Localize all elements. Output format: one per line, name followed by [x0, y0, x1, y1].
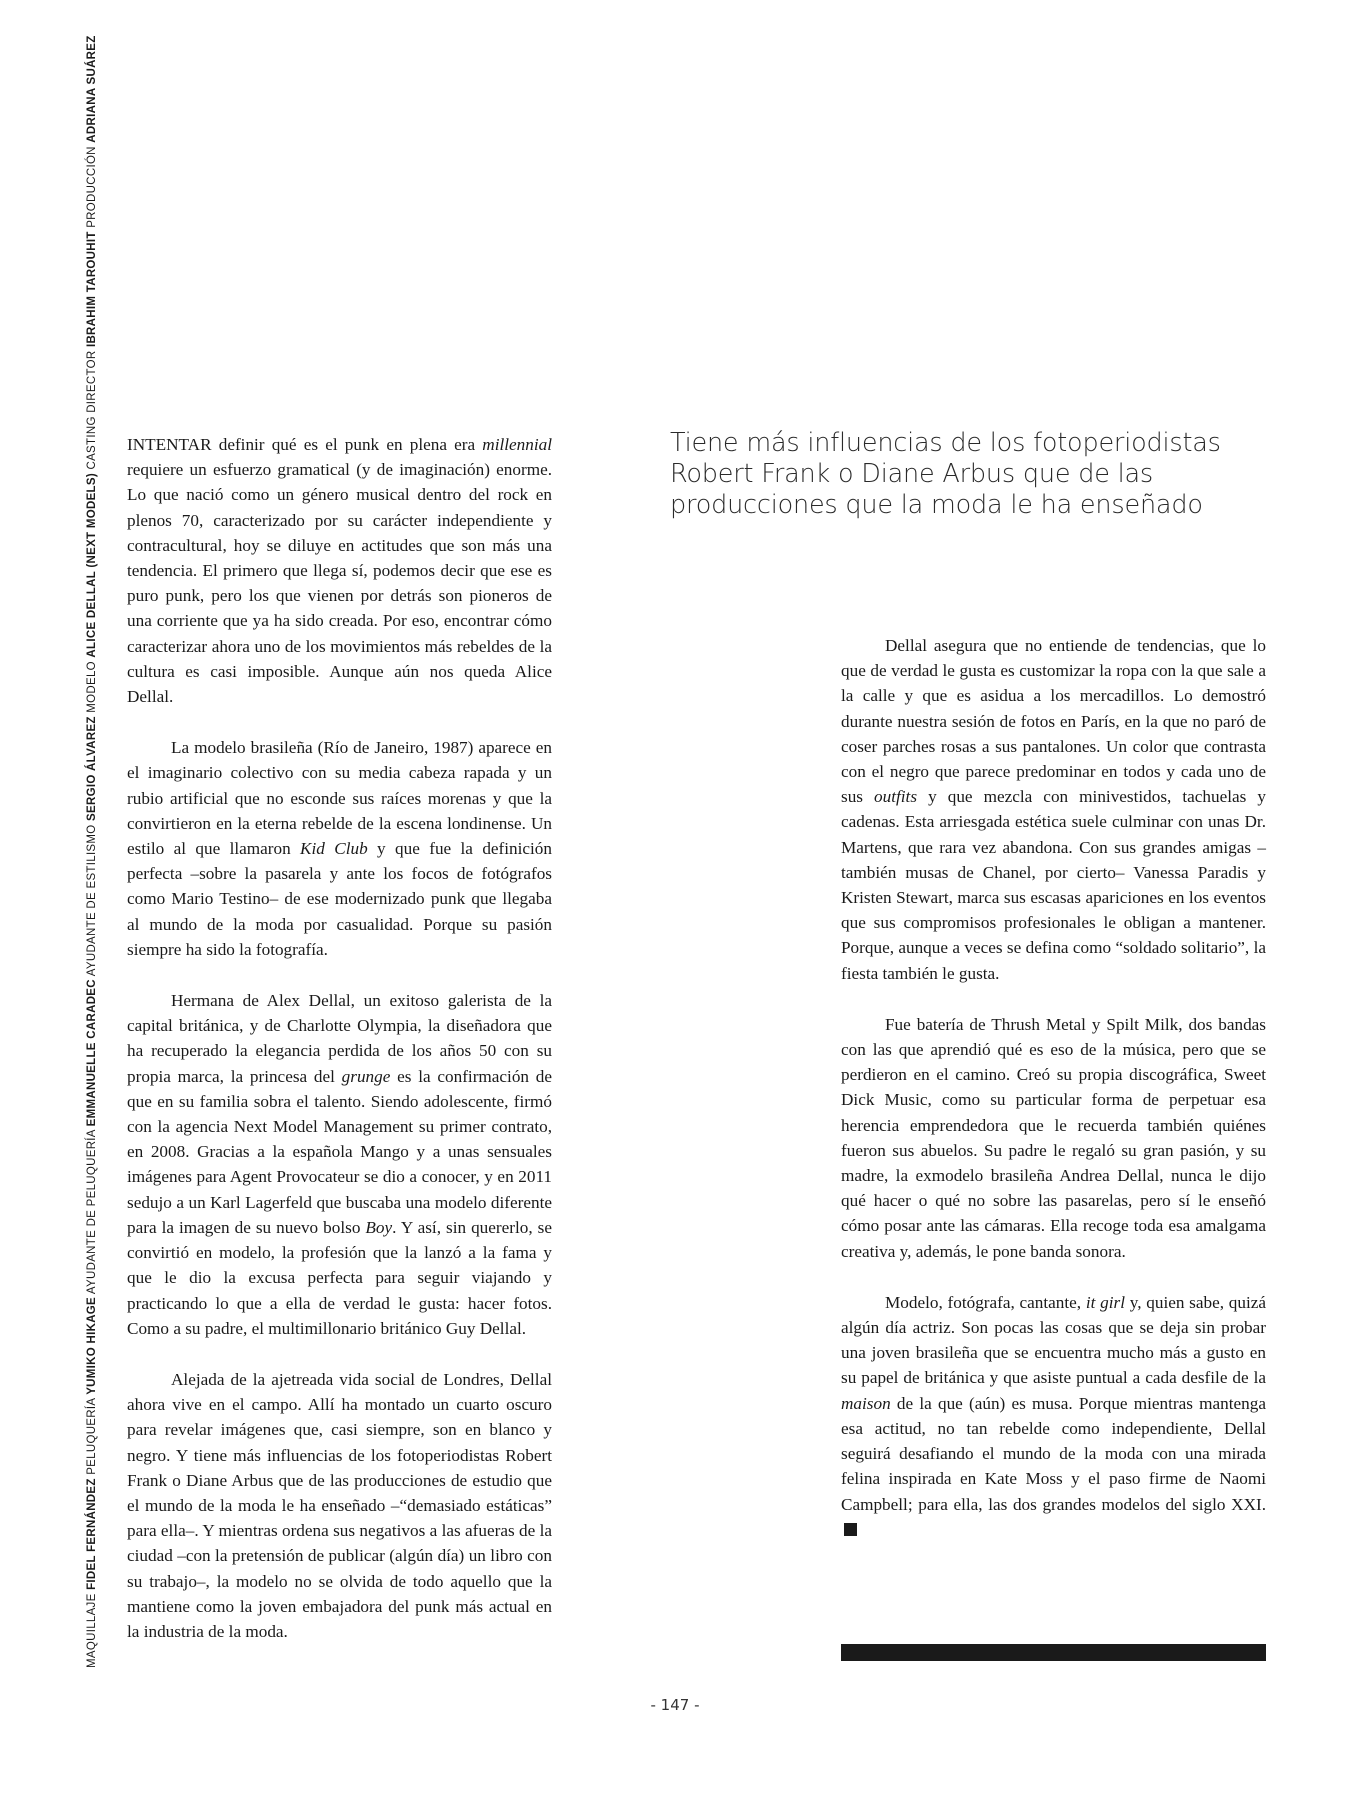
- text-run: Hermana de Alex Dellal, un exitoso galerista de la capital británica, y de Charlotte Olympia, la diseñadora que ha recuperado la elegancia perdida de los años 50 con su propia marca, la princesa del: [127, 991, 552, 1086]
- italic-text: grunge: [341, 1066, 391, 1086]
- credit-name: EMMANUELLE CARADEC: [86, 979, 98, 1127]
- article-paragraph: [127, 1367, 552, 1644]
- italic-text: maison: [841, 1393, 891, 1413]
- credit-role: MODELO: [86, 661, 98, 713]
- credit-role: AYUDANTE DE PELUQUERÍA: [86, 1129, 98, 1295]
- credit-name: ALICE DELLAL (NEXT MODELS): [86, 473, 98, 658]
- italic-text: Boy: [365, 1217, 393, 1237]
- text-run: es la confirmación de que en su familia sobra el talento. Siendo adolescente, firmó con la agencia Next Model Management su primer contrato, en 2008. Gracias a la española Mango y a unas sensuales imágenes para Agent Provocateur se dio a conocer, y en 2011 sedujo a un Karl Lagerfeld que buscaba una modelo diferente para la imagen de su nuevo bolso: [127, 1066, 552, 1237]
- article-column-left: [127, 432, 552, 1644]
- text-run: requiere un esfuerzo gramatical (y de imaginación) enorme. Lo que nació como un género musical dentro del rock en plenos 70, caracterizado por su carácter independiente y contracultural, hoy se diluye en actitudes que son más una tendencia. El primero que llega sí, podemos decir que ese es puro punk, pero los que vienen por detrás son pioneros de una corriente que ya ha sido creada. Por eso, encontrar cómo caracterizar ahora uno de los movimientos más rebeldes de la cultura es casi imposible. Aunque aún nos queda Alice Dellal.: [127, 460, 552, 707]
- credit-role: PELUQUERÍA: [86, 1398, 98, 1475]
- article-paragraph: [841, 1012, 1266, 1264]
- credit-name: FIDEL FERNÁNDEZ: [86, 1478, 98, 1590]
- credit-role: MAQUILLAJE: [86, 1593, 98, 1668]
- text-run: y, quien sabe, quizá algún día actriz. Son pocas las cosas que se deja sin probar una joven brasileña que se encuentra mucho más a gusto en su papel de británica y que asiste puntual a cada desfile de la: [841, 1292, 1266, 1388]
- italic-text: millennial: [482, 435, 552, 454]
- credit-role: PRODUCCIÓN: [86, 146, 98, 228]
- page-number: - 147 -: [650, 1696, 700, 1714]
- text-run: y que mezcla con minivestidos, tachuelas y cadenas. Esta arriesgada estética suele culminar con unas Dr. Martens, que rara vez abandona. Con sus grandes amigas –también musas de Chanel, por cierto– Vanessa Paradis y Kristen Stewart, marca sus escasas apariciones en los eventos que sus compromisos profesionales le obligan a mantener. Porque, aunque a veces se defina como “soldado solitario”, la fiesta también le gusta.: [841, 787, 1266, 983]
- text-run: Fue batería de Thrush Metal y Spilt Milk, dos bandas con las que aprendió qué es eso de la música, pero que se perdieron en el camino. Creó su propia discográfica, Sweet Dick Music, como su particular forma de perpetuar esa herencia emprendedora que le recuerda también quiénes fueron sus abuelos. Su padre le regaló su gran pasión, y su madre, la exmodelo brasileña Andrea Dellal, nunca le dijo qué hacer o qué no sobre las pasarelas, pero sí le enseñó cómo posar ante las cámaras. Ella recoge toda esa amalgama creativa y, además, le pone banda sonora.: [841, 1014, 1266, 1261]
- credit-role: CASTING DIRECTOR: [86, 350, 98, 470]
- text-run: La modelo brasileña (Río de Janeiro, 1987) aparece en el imaginario colectivo con su media cabeza rapada y un rubio artificial que no esconde sus raíces morenas y que la convirtieron en la eterna rebelde de la escena londinense. Un estilo al que llamaron: [127, 738, 552, 859]
- text-run: Alejada de la ajetreada vida social de Londres, Dellal ahora vive en el campo. Allí ha montado un cuarto oscuro para revelar imágenes que, casi siempre, son en blanco y negro. Y tiene más influencias de los fotoperiodistas Robert Frank o Diane Arbus que de las producciones de estudio que el mundo de la moda le ha enseñado –“demasiado estáticas” para ella–. Y mientras ordena sus negativos a las afueras de la ciudad –con la pretensión de publicar (algún día) un libro con su trabajo–, la modelo no se olvida de todo aquello que la mantiene como la joven embajadora del punk más actual en la industria de la moda.: [127, 1369, 552, 1641]
- pull-quote: Tiene más influencias de los fotoperiodistas Robert Frank o Diane Arbus que de las producciones que la moda le ha enseñado: [670, 428, 1221, 520]
- text-run: INTENTAR definir qué es el punk en plena era: [127, 435, 483, 454]
- italic-text: Kid Club: [300, 839, 368, 859]
- closing-rule: [841, 1644, 1266, 1661]
- text-run: Dellal asegura que no entiende de tendencias, que lo que de verdad le gusta es customizar la ropa con la que sale a la calle y que es asidua a los mercadillos. Lo demostró durante nuestra sesión de fotos en París, en la que no paró de coser parches rosas a sus pantalones. Un color que contrasta con el negro que parece predominar en todos y cada uno de sus: [841, 636, 1266, 807]
- end-mark-icon: [844, 1523, 857, 1536]
- article-paragraph: [127, 988, 552, 1341]
- credit-name: IBRAHIM TAROUHIT: [86, 231, 98, 348]
- article-paragraph: [127, 735, 552, 962]
- italic-text: it girl: [1085, 1292, 1125, 1312]
- article-column-right: [841, 633, 1266, 1542]
- credit-name: YUMIKO HIKAGE: [86, 1296, 98, 1395]
- article-paragraph: [841, 633, 1266, 986]
- text-run: . Y así, sin quererlo, se convirtió en modelo, la profesión que la lanzó a la fama y que le dio la excusa perfecta para seguir viajando y practicando lo que a ella de verdad le gusta: hacer fotos. Como a su padre, el multimillonario británico Guy Dellal.: [127, 1217, 552, 1338]
- article-paragraph: [841, 1290, 1266, 1542]
- text-run: Modelo, fotógrafa, cantante,: [885, 1292, 1086, 1312]
- credit-name: SERGIO ÁLVAREZ: [86, 716, 98, 821]
- article-paragraph: [127, 432, 552, 709]
- credit-role: AYUDANTE DE ESTILISMO: [86, 824, 98, 977]
- text-run: de la que (aún) es musa. Porque mientras mantenga esa actitud, no tan rebelde como independiente, Dellal seguirá desafiando el mundo de la moda con una mirada felina inspirada en Kate Moss y el paso firme de Naomi Campbell; para ella, las dos grandes modelos del siglo XXI.: [841, 1393, 1266, 1514]
- italic-text: outfits: [874, 787, 918, 807]
- text-run: y que fue la definición perfecta –sobre la pasarela y ante los focos de fotógrafos como Mario Testino– de ese modernizado punk que llegaba al mundo de la moda por casualidad. Porque su pasión siempre ha sido la fotografía.: [127, 839, 552, 959]
- credit-name: ADRIANA SUÁREZ: [86, 35, 98, 143]
- photo-credits: [84, 35, 100, 1668]
